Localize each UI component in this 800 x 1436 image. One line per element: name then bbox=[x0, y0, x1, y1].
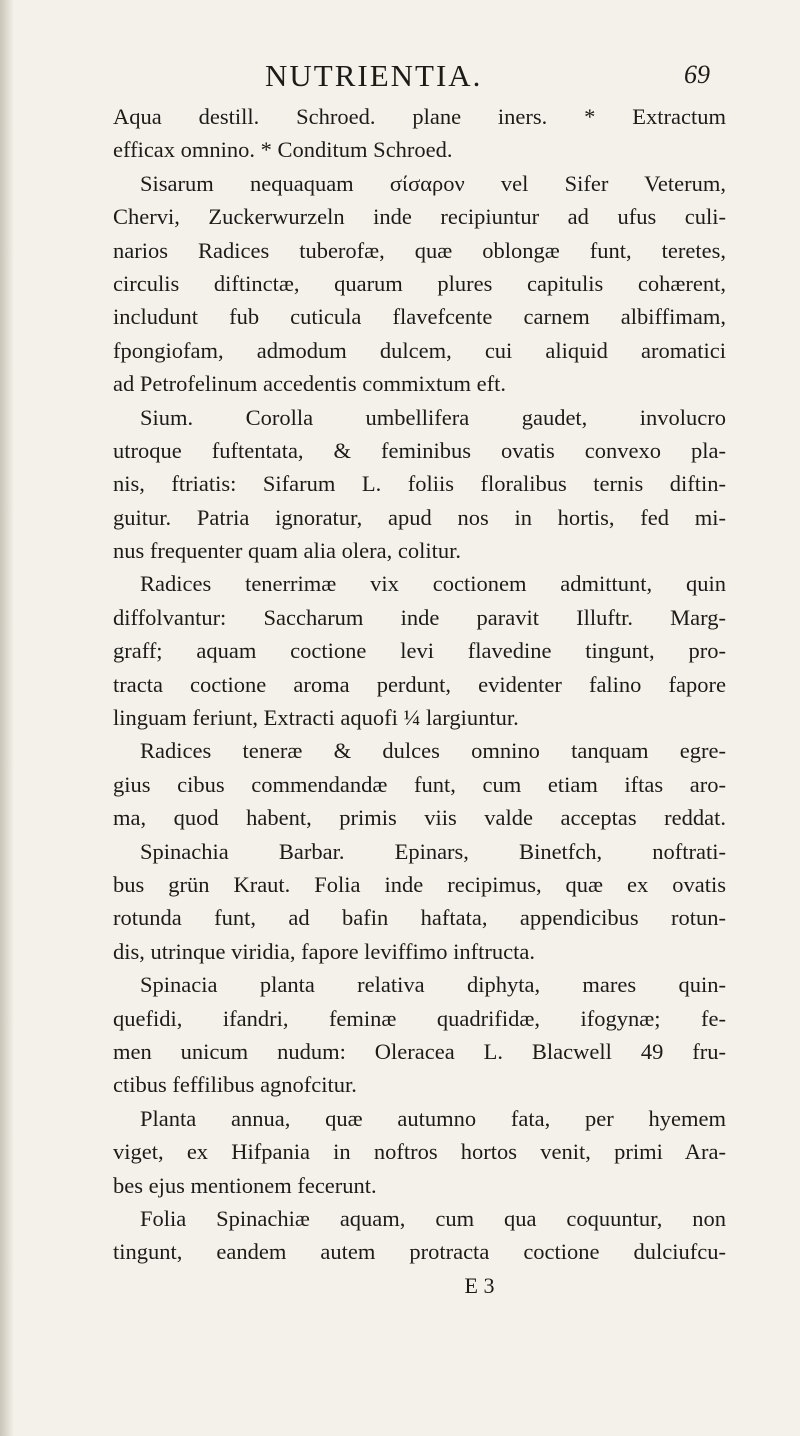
text-line: utroque fuftentata, & feminibus ovatis convexo pla- bbox=[113, 437, 726, 463]
signature-mark: E 3 bbox=[464, 1272, 495, 1298]
page-gutter-shadow bbox=[0, 0, 14, 1436]
text-line: graff; aquam coctione levi flavedine tingunt, pro- bbox=[113, 638, 726, 664]
text-line: fpongiofam, admodum dulcem, cui aliquid aromatici bbox=[113, 337, 726, 363]
text-line: circulis diftinctæ, quarum plures capitulis cohærent, bbox=[113, 270, 726, 296]
text-line: nis, ftriatis: Sifarum L. foliis floralibus ternis diftin- bbox=[113, 471, 726, 497]
text-line: gius cibus commendandæ funt, cum etiam iftas aro- bbox=[113, 771, 726, 797]
body-text bbox=[113, 100, 726, 1302]
text-line: Radices tenerrimæ vix coctionem admittunt, quin bbox=[140, 571, 726, 597]
text-line: Folia Spinachiæ aquam, cum qua coquuntur, non bbox=[140, 1205, 726, 1231]
text-line: ctibus feffilibus agnofcitur. bbox=[113, 1072, 357, 1098]
text-line: nus frequenter quam alia olera, colitur. bbox=[113, 538, 461, 564]
text-line: quefidi, ifandri, feminæ quadrifidæ, ifogynæ; fe- bbox=[113, 1005, 726, 1031]
text-line: ma, quod habent, primis viis valde acceptas reddat. bbox=[113, 805, 726, 831]
text-line: Aqua destill. Schroed. plane iners. * Extractum bbox=[113, 104, 726, 129]
text-line: viget, ex Hifpania in noftros hortos venit, primi Ara- bbox=[113, 1139, 726, 1165]
text-line: men unicum nudum: Oleracea L. Blacwell 49 fru- bbox=[113, 1038, 726, 1064]
text-line: guitur. Patria ignoratur, apud nos in hortis, fed mi- bbox=[113, 504, 726, 530]
text-line: bes ejus mentionem fecerunt. bbox=[113, 1172, 377, 1198]
text-line: includunt fub cuticula flavefcente carnem albiffimam, bbox=[113, 304, 726, 330]
text-line: Spinacia planta relativa diphyta, mares quin- bbox=[140, 972, 726, 998]
page-number: 69 bbox=[684, 60, 710, 89]
text-line: Radices teneræ & dulces omnino tanquam egre- bbox=[140, 738, 726, 764]
text-line: Chervi, Zuckerwurzeln inde recipiuntur ad ufus culi- bbox=[113, 204, 726, 230]
text-line: Sium. Corolla umbellifera gaudet, involucro bbox=[140, 404, 726, 430]
text-line: tracta coctione aroma perdunt, evidenter falino fapore bbox=[113, 671, 726, 697]
text-line: diffolvantur: Saccharum inde paravit Illuftr. Marg- bbox=[113, 604, 726, 630]
text-line: Sisarum nequaquam σίσαρον vel Sifer Veterum, bbox=[140, 170, 726, 196]
text-line: efficax omnino. * Conditum Schroed. bbox=[113, 137, 453, 163]
text-line: Planta annua, quæ autumno fata, per hyemem bbox=[140, 1105, 726, 1131]
text-line: tingunt, eandem autem protracta coctione dulciufcu- bbox=[113, 1239, 726, 1265]
text-line: linguam feriunt, Extracti aquofi ¼ largiuntur. bbox=[113, 705, 519, 731]
running-head: NUTRIENTIA. bbox=[265, 58, 483, 93]
text-line: bus grün Kraut. Folia inde recipimus, quæ ex ovatis bbox=[113, 871, 726, 897]
text-line: narios Radices tuberofæ, quæ oblongæ funt, teretes, bbox=[113, 237, 726, 263]
text-line: ad Petrofelinum accedentis commixtum eft. bbox=[113, 371, 507, 397]
text-line: dis, utrinque viridia, fapore leviffimo inftructa. bbox=[113, 938, 535, 964]
text-line: Spinachia Barbar. Epinars, Binetfch, noftrati- bbox=[140, 838, 726, 864]
page-header bbox=[0, 58, 800, 98]
text-line: rotunda funt, ad bafin haftata, appendicibus rotun- bbox=[113, 905, 726, 931]
